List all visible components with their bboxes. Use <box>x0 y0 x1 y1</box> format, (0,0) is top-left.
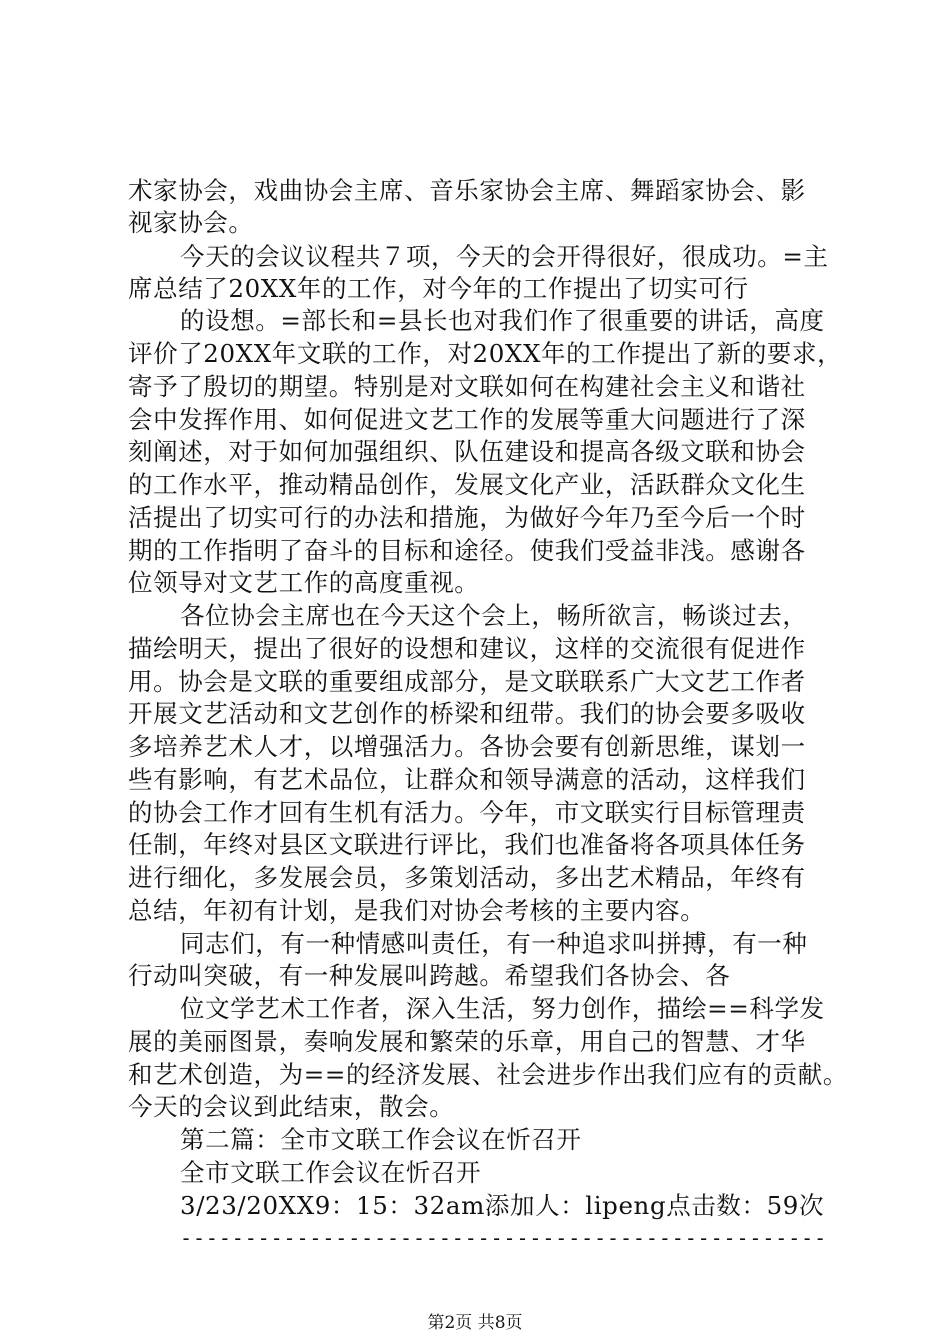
text-line: 位文学艺术工作者，深入生活，努力创作，描绘==科学发 <box>180 994 825 1023</box>
text-line: 今天的会议议程共７项，今天的会开得很好，很成功。=主 <box>180 242 829 271</box>
text-line: 些有影响，有艺术品位，让群众和领导满意的活动，这样我们 <box>128 765 806 794</box>
text-line: 描绘明天，提出了很好的设想和建议，这样的交流很有促进作 <box>128 634 806 663</box>
text-line: 刻阐述，对于如何加强组织、队伍建设和提高各级文联和协会 <box>128 437 806 466</box>
text-line: 活提出了切实可行的办法和措施，为做好今年乃至今后一个时 <box>128 503 806 532</box>
text-line: 今天的会议到此结束，散会。 <box>128 1092 455 1121</box>
text-line: 的设想。=部长和=县长也对我们作了很重要的讲话，高度 <box>180 306 825 335</box>
text-line: 会中发挥作用、如何促进文艺工作的发展等重大问题进行了深 <box>128 405 806 434</box>
text-line: 各位协会主席也在今天这个会上，畅所欲言，畅谈过去， <box>180 601 808 630</box>
text-line: 寄予了殷切的期望。特别是对文联如何在构建社会主义和谐社 <box>128 372 806 401</box>
text-line: 多培养艺术人才，以增强活力。各协会要有创新思维，谋划一 <box>128 732 806 761</box>
text-line: 总结，年初有计划，是我们对协会考核的主要内容。 <box>128 896 706 925</box>
text-line: 席总结了20XX年的工作，对今年的工作提出了切实可行 <box>128 274 749 303</box>
text-line: 位领导对文艺工作的高度重视。 <box>128 568 480 597</box>
page-footer: 第2页 共8页 <box>427 1313 523 1333</box>
text-line: 术家协会，戏曲协会主席、音乐家协会主席、舞蹈家协会、影 <box>128 176 806 205</box>
text-line: 的工作水平，推动精品创作，发展文化产业，活跃群众文化生 <box>128 470 806 499</box>
text-line: 视家协会。 <box>128 208 254 237</box>
dashed-separator: -------------------------------------------------- <box>180 1226 828 1250</box>
text-line: 的协会工作才回有生机有活力。今年，市文联实行目标管理责 <box>128 798 806 827</box>
article-meta: 3/23/20XX9：15：32am添加人：lipeng点击数：59次 <box>180 1191 825 1220</box>
text-line: 任制，年终对县区文联进行评比，我们也准备将各项具体任务 <box>128 830 806 859</box>
text-line: 用。协会是文联的重要组成部分，是文联联系广大文艺工作者 <box>128 667 806 696</box>
text-line: 和艺术创造，为==的经济发展、社会进步作出我们应有的贡献。 <box>128 1060 848 1089</box>
article-title: 全市文联工作会议在忻召开 <box>180 1158 482 1187</box>
section-heading: 第二篇：全市文联工作会议在忻召开 <box>180 1125 582 1154</box>
text-line: 行动叫突破，有一种发展叫跨越。希望我们各协会、各 <box>128 961 731 990</box>
text-line: 评价了20XX年文联的工作，对20XX年的工作提出了新的要求， <box>128 339 843 368</box>
text-line: 期的工作指明了奋斗的目标和途径。使我们受益非浅。感谢各 <box>128 536 806 565</box>
text-line: 开展文艺活动和文艺创作的桥梁和纽带。我们的协会要多吸收 <box>128 699 806 728</box>
text-line: 进行细化，多发展会员，多策划活动，多出艺术精品，年终有 <box>128 863 806 892</box>
text-line: 展的美丽图景，奏响发展和繁荣的乐章，用自己的智慧、才华 <box>128 1027 806 1056</box>
text-line: 同志们，有一种情感叫责任，有一种追求叫拼搏，有一种 <box>180 929 808 958</box>
